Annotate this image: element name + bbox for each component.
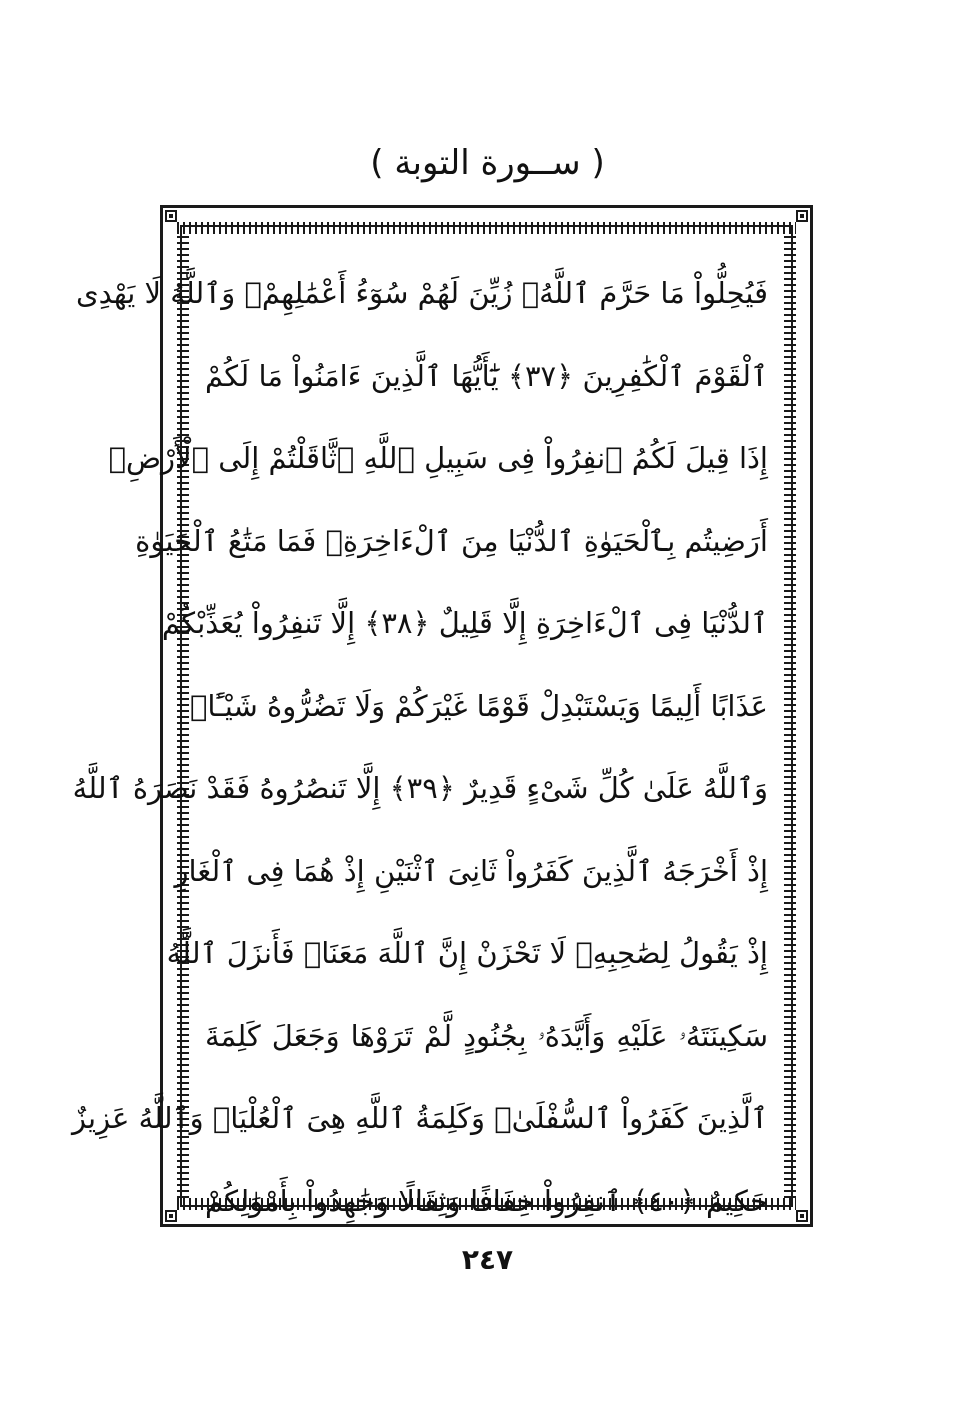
frame-corner-ornament-bottom-right bbox=[796, 1210, 808, 1222]
verse-line: إِذَا قِيلَ لَكُمُ ٱنفِرُواْ فِى سَبِيلِ ٱللَّهِ ٱثَّاقَلْتُمْ إِلَى ٱلْأَرْضِۚ bbox=[108, 441, 768, 475]
verse-line: ٱلْقَوْمَ ٱلْكَٰفِرِينَ ﴿٣٧﴾ يَٰٓأَيُّهَا ٱلَّذِينَ ءَامَنُواْ مَا لَكُمْ bbox=[205, 358, 768, 393]
frame-corner-ornament-top-left bbox=[165, 210, 177, 222]
verse-line: أَرَضِيتُم بِٱلْحَيَوٰةِ ٱلدُّنْيَا مِنَ ٱلْءَاخِرَةِۚ فَمَا مَتَٰعُ ٱلْحَيَوٰةِ bbox=[135, 523, 768, 558]
verse-line: فَيُحِلُّواْ مَا حَرَّمَ ٱللَّهُۚ زُيِّنَ لَهُمْ سُوٓءُ أَعْمَٰلِهِمْۗ وَٱللَّهُ لَا يَهْدِى bbox=[75, 276, 768, 310]
verse-line: عَذَابًا أَلِيمًا وَيَسْتَبْدِلْ قَوْمًا غَيْرَكُمْ وَلَا تَضُرُّوهُ شَيْـًٔاۗ bbox=[190, 688, 768, 723]
verse-line: سَكِينَتَهُۥ عَلَيْهِ وَأَيَّدَهُۥ بِجُنُودٍ لَّمْ تَرَوْهَا وَجَعَلَ كَلِمَةَ bbox=[205, 1018, 768, 1053]
frame-corner-ornament-bottom-left bbox=[165, 1210, 177, 1222]
quran-text-block bbox=[72, 250, 768, 1218]
verse-line: حَكِيمٌ ﴿٤٠﴾ ٱنفِرُواْ خِفَافًا وَثِقَالًا وَجَٰهِدُواْ بِأَمْوَٰلِكُمْ bbox=[205, 1183, 768, 1218]
verse-line: إِذْ أَخْرَجَهُ ٱلَّذِينَ كَفَرُواْ ثَانِىَ ٱثْنَيْنِ إِذْ هُمَا فِى ٱلْغَارِ bbox=[174, 853, 768, 888]
surah-title: ( ســورة التوبة ) bbox=[370, 143, 605, 183]
frame-corner-ornament-top-right bbox=[796, 210, 808, 222]
verse-line: ٱلَّذِينَ كَفَرُواْ ٱلسُّفْلَىٰۗ وَكَلِمَةُ ٱللَّهِ هِىَ ٱلْعُلْيَاۗ وَٱللَّهُ عَزِيزٌ bbox=[72, 1101, 768, 1135]
page-number: ٢٤٧ bbox=[461, 1243, 514, 1276]
verse-line: إِذْ يَقُولُ لِصَٰحِبِهِۦ لَا تَحْزَنْ إِنَّ ٱللَّهَ مَعَنَاۖ فَأَنزَلَ ٱللَّهُ bbox=[166, 936, 768, 970]
verse-line: ٱلدُّنْيَا فِى ٱلْءَاخِرَةِ إِلَّا قَلِيلٌ ﴿٣٨﴾ إِلَّا تَنفِرُواْ يُعَذِّبْكُمْ bbox=[161, 606, 768, 640]
verse-line: وَٱللَّهُ عَلَىٰ كُلِّ شَىْءٍ قَدِيرٌ ﴿٣٩﴾ إِلَّا تَنصُرُوهُ فَقَدْ نَصَرَهُ ٱللَّهُ bbox=[72, 771, 768, 805]
